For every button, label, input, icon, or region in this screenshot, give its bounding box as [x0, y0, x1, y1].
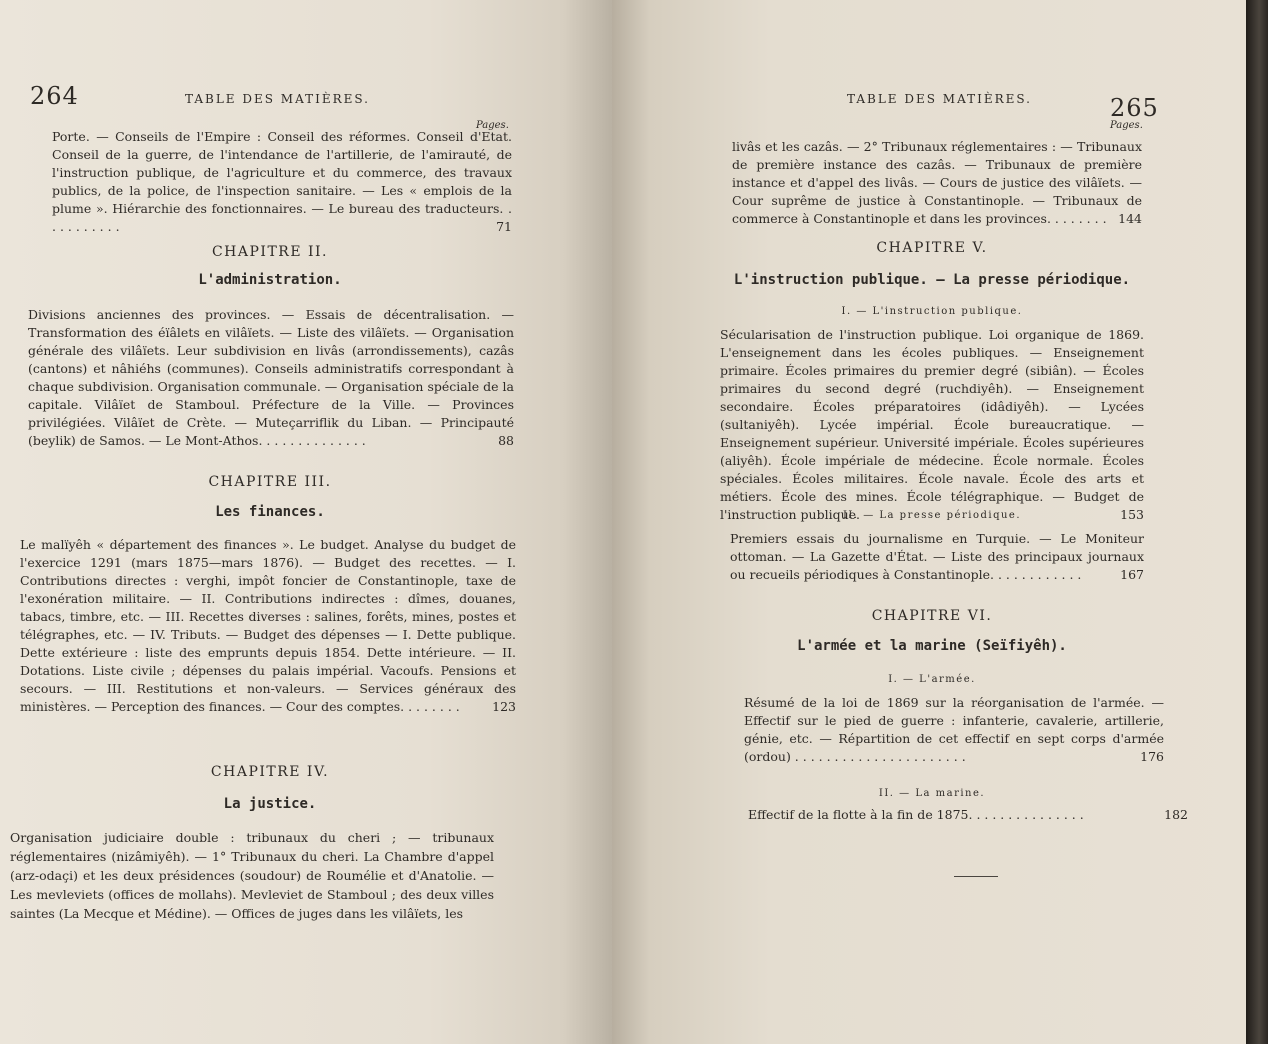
chapter-heading: CHAPITRE III.: [208, 474, 332, 490]
book-edge: [1246, 0, 1268, 1044]
entry-page-number: 123: [492, 699, 516, 714]
toc-entry: [52, 128, 512, 236]
section-heading: II. — La marine.: [878, 788, 986, 799]
pages-label: Pages.: [1110, 120, 1143, 131]
entry-text: Effectif de la flotte à la fin de 1875. . . . . . . . . . . . . . .: [748, 807, 1084, 822]
entry-text: Porte. — Conseils de l'Empire : Conseil des réformes. Conseil d'Etat. Conseil de la guerre, de l'intendance de l'artillerie, de l'amirauté, de l'instruction publique, de l'agriculture et du commerce, des travaux publics, de la police, de l'inspection sanitaire. — Les « emplois de la plume ». Hiérarchie des fonctionnaires. — Le bureau des traducteurs. . . . . . . . . . .: [52, 129, 512, 234]
right-page: [612, 0, 1246, 1044]
chapter-heading: CHAPITRE IV.: [210, 764, 330, 780]
running-head: TABLE DES MATIÈRES.: [185, 92, 370, 106]
chapter-title: Les finances.: [215, 504, 325, 520]
chapter-title: L'instruction publique. — La presse périodique.: [733, 272, 1131, 288]
page-number: 264: [30, 82, 79, 110]
entry-page-number: 88: [498, 433, 514, 448]
left-page: [0, 0, 612, 1044]
chapter-heading: CHAPITRE VI.: [871, 608, 993, 624]
toc-entry: [20, 536, 516, 716]
entry-page-number: 71: [496, 219, 512, 234]
page-number: 265: [1110, 94, 1159, 122]
entry-text: Premiers essais du journalisme en Turquie. — Le Moniteur ottoman. — La Gazette d'État. — Liste des principaux journaux ou recueils périodiques à Constantinople. . . . . . . . . . . .: [730, 531, 1144, 582]
chapter-title: L'armée et la marine (Seïfiyêh).: [797, 638, 1067, 654]
entry-page-number: 176: [1140, 749, 1164, 764]
end-rule: [954, 876, 998, 877]
running-head: TABLE DES MATIÈRES.: [847, 92, 1032, 106]
pages-label: Pages.: [476, 120, 509, 131]
entry-page-number: 144: [1118, 211, 1142, 226]
toc-entry: [730, 530, 1144, 584]
entry-text: Sécularisation de l'instruction publique. Loi organique de 1869. L'enseignement dans les écoles publiques. — Enseignement primaire. Écoles primaires du premier degré (sibiân). — Écoles primaires du second degré (ruchdiyêh). — Enseignement secondaire. Écoles préparatoires (idâdiyêh). — Lycées (sultaniyêh). Lycée impérial. École bureaucratique. — Enseignement supérieur. Université impériale. Écoles supérieures (aliyêh). École impériale de médecine. École normale. Écoles spéciales. Écoles militaires. École navale. École des arts et métiers. École des mines. École télégraphique. — Budget de l'instruction publique.: [720, 327, 1144, 522]
toc-entry: [720, 326, 1144, 524]
entry-text: Organisation judiciaire double : tribunaux du cheri ; — tribunaux réglementaires (nizâmiyêh). — 1° Tribunaux du cheri. La Chambre d'appel (arz-odaçi) et les deux présidences (soudour) de Roumélie et d'Anatolie. — Les mevleviets (offices de mollahs). Mevleviet de Stamboul ; des deux villes saintes (La Mecque et Médine). — Offices de juges dans les vilâïets, les: [10, 830, 494, 921]
entry-page-number: 153: [1120, 507, 1144, 522]
chapter-title: L'administration.: [198, 272, 342, 288]
entry-text: Résumé de la loi de 1869 sur la réorganisation de l'armée. — Effectif sur le pied de guerre : infanterie, cavalerie, artillerie, génie, etc. — Répartition de cet effectif en sept corps d'armée (ordou) . . . . . . . . . . . . . . . . . . . . . .: [744, 695, 1164, 764]
section-heading: II. — La presse périodique.: [842, 510, 1022, 521]
toc-entry: [28, 306, 514, 450]
toc-entry: [732, 138, 1142, 228]
entry-page-number: 182: [1164, 807, 1188, 822]
toc-entry: [744, 694, 1164, 766]
entry-text: livâs et les cazâs. — 2° Tribunaux réglementaires : — Tribunaux de première instance des cazâs. — Tribunaux de première instance et d'appel des livâs. — Cours de justice des vilâïets. — Cour suprême de justice à Constantinople. — Tribunaux de commerce à Constantinople et dans les provinces. . . . . . . .: [732, 139, 1142, 226]
entry-page-number: 167: [1120, 567, 1144, 582]
entry-text: Le malïyêh « département des finances ». Le budget. Analyse du budget de l'exercice 1291 (mars 1875—mars 1876). — Budget des recettes. — I. Contributions directes : verghi, impôt foncier de Constantinople, taxe de l'exonération militaire. — II. Contributions indirectes : dîmes, douanes, tabacs, timbre, etc. — III. Recettes diverses : salines, forêts, mines, postes et télégraphes, etc. — IV. Tributs. — Budget des dépenses — I. Dette publique. Dette extérieure : liste des emprunts depuis 1854. Dette intérieure. — II. Dotations. Liste civile ; dépenses du palais impérial. Vacoufs. Pensions et secours. — III. Restitutions et non-valeurs. — Services généraux des ministères. — Perception des finances. — Cour des comptes. . . . . . . .: [20, 537, 516, 714]
toc-entry: [748, 806, 1188, 824]
toc-entry: [10, 828, 494, 923]
section-heading: I. — L'armée.: [888, 674, 976, 685]
entry-text: Divisions anciennes des provinces. — Essais de décentralisation. — Transformation des éïâlets en vilâïets. — Liste des vilâïets. — Organisation générale des vilâïets. Leur subdivision en livâs (arrondissements), cazâs (cantons) et nâhiéhs (communes). Conseils administratifs correspondant à chaque subdivision. Organisation communale. — Organisation spéciale de la capitale. Vilâïet de Stamboul. Préfecture de la Ville. — Provinces privilégiées. Vilâïet de Crète. — Muteçarriflik du Liban. — Principauté (beylik) de Samos. — Le Mont-Athos. . . . . . . . . . . . . .: [28, 307, 514, 448]
chapter-heading: CHAPITRE II.: [211, 244, 329, 260]
chapter-heading: CHAPITRE V.: [876, 240, 988, 256]
section-heading: I. — L'instruction publique.: [841, 306, 1023, 317]
chapter-title: La justice.: [223, 796, 317, 812]
